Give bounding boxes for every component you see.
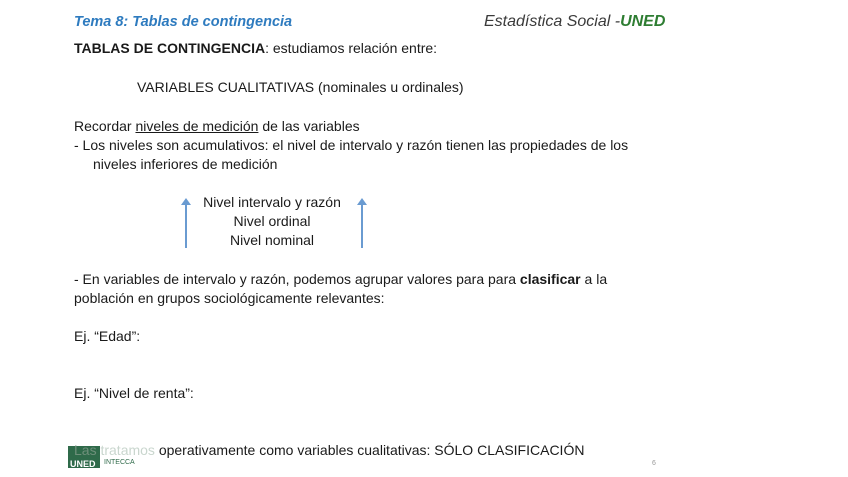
bullet-line-2: niveles inferiores de medición bbox=[93, 156, 278, 172]
example-edad: Ej. “Edad”: bbox=[74, 328, 141, 344]
recordar-line bbox=[74, 118, 360, 134]
intro-rest: : estudiamos relación entre: bbox=[265, 40, 438, 56]
slide-topic: Tema 8: Tablas de contingencia bbox=[74, 14, 293, 30]
bullet-line-1: - Los niveles son acumulativos: el nivel de intervalo y razón tienen las propiedades de los bbox=[74, 137, 629, 153]
level-nominal: Nivel nominal bbox=[229, 232, 315, 248]
closing-pre: Las bbox=[74, 442, 101, 458]
uned-brand: UNED bbox=[620, 13, 666, 30]
closing-line bbox=[74, 442, 584, 458]
para-pre: - En variables de intervalo y razón, podemos agrupar valores para para bbox=[74, 271, 520, 287]
para-line-2: población en grupos sociológicamente relevantes: bbox=[74, 290, 385, 306]
level-ordinal: Nivel ordinal bbox=[233, 213, 311, 229]
logo-subtext: INTECCA bbox=[104, 459, 135, 466]
recordar-post: de las variables bbox=[258, 118, 360, 134]
course-prefix: Estadística Social - bbox=[484, 13, 621, 30]
recordar-pre: Recordar bbox=[74, 118, 136, 134]
para-bold: clasificar bbox=[519, 271, 581, 287]
course-title bbox=[484, 13, 665, 31]
logo-text: UNED bbox=[70, 459, 96, 469]
intro-bold: TABLAS DE CONTINGENCIA bbox=[74, 40, 266, 56]
variables-line: VARIABLES CUALITATIVAS (nominales u ordinales) bbox=[137, 79, 464, 95]
intro-line bbox=[74, 40, 437, 56]
para-line-1 bbox=[74, 271, 607, 287]
level-interval: Nivel intervalo y razón bbox=[203, 194, 341, 210]
example-renta: Ej. “Nivel de renta”: bbox=[74, 385, 194, 401]
page-number: 6 bbox=[652, 460, 656, 467]
closing-post: operativamente como variables cualitativas: SÓLO CLASIFICACIÓN bbox=[154, 442, 585, 458]
recordar-underlined: niveles de medición bbox=[135, 118, 259, 134]
para-post: a la bbox=[580, 271, 608, 287]
closing-hidden: tratamos bbox=[100, 442, 155, 458]
